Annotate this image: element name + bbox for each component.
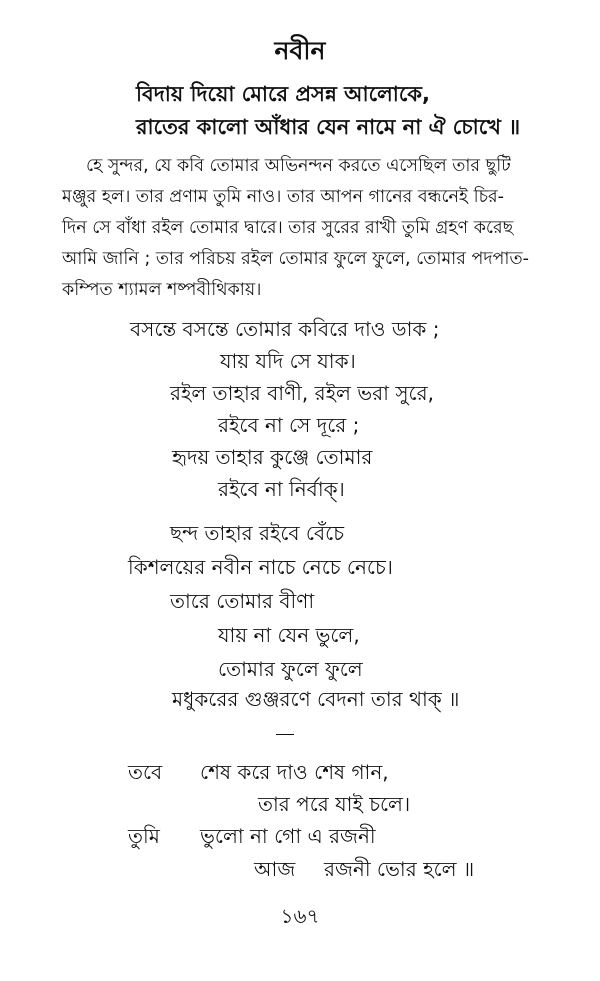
page-number: ১৬৭: [280, 904, 320, 928]
section-divider: [276, 734, 294, 735]
song2-line-4: যায় না যেন ভুলে,: [218, 623, 360, 647]
song3-line2-text: তার পরে যাই চলে।: [258, 792, 411, 816]
song2-line-3: তারে তোমার বীণা: [170, 589, 315, 613]
page-title: নবীন: [274, 36, 326, 65]
song3-line3-text: ভুলো না গো এ রজনী: [200, 824, 376, 848]
epigraph-line-1: বিদায় দিয়ো মোরে প্রসন্ন আলোকে,: [136, 82, 430, 106]
song3-line4-text: রজনী ভোর হলে ॥: [324, 857, 475, 881]
song2-line-2: কিশলয়ের নবীন নাচে নেচে নেচে।: [128, 555, 393, 579]
song1-line-1: বসন্তে বসন্তে তোমার কবিরে দাও ডাক ;: [130, 317, 440, 341]
song1-line-3: রইল তাহার বাণী, রইল ভরা সুরে,: [170, 381, 434, 405]
song1-line-4: রইবে না সে দূরে ;: [218, 413, 360, 437]
song2-line-5: তোমার ফুলে ফুলে: [218, 657, 363, 681]
prose-line-5: কম্পিত শ্যামল শষ্পবীথিকায়।: [62, 280, 262, 300]
song3-line3-label: তুমি: [128, 824, 160, 848]
song3-line4-label: আজ: [254, 857, 296, 881]
prose-line-4: আমি জানি ; তার পরিচয় রইল তোমার ফুলে ফুলে, তোমার পদপাত-: [62, 249, 529, 269]
song1-line-2: যায় যদি সে যাক।: [220, 349, 356, 373]
song1-line-6: রইবে না নির্বাক্‌।: [218, 477, 345, 501]
prose-line-1: হে সুন্দর, যে কবি তোমার অভিনন্দন করতে এসেছিল তার ছুটি: [86, 156, 511, 176]
song1-line-5: হৃদয় তাহার কুঞ্জে তোমার: [172, 445, 373, 469]
epigraph-line-2: রাতের কালো আঁধার যেন নামে না ঐ চোখে ॥: [136, 115, 521, 139]
song2-line-1: ছন্দ তাহার রইবে বেঁচে: [170, 521, 345, 545]
prose-line-2: মঞ্জুর হল। তার প্রণাম তুমি নাও। তার আপন গানের বন্ধনেই চির-: [62, 187, 504, 207]
song2-line-6: মধুকরের গুঞ্জরণে বেদনা তার থাক্‌ ॥: [172, 687, 460, 711]
song3-line1-text: শেষ করে দাও শেষ গান,: [200, 760, 389, 784]
prose-line-3: দিন সে বাঁধা রইল তোমার দ্বারে। তার সুরের রাখী তুমি গ্রহণ করেছ: [62, 218, 514, 238]
song3-line1-label: তবে: [128, 760, 163, 784]
